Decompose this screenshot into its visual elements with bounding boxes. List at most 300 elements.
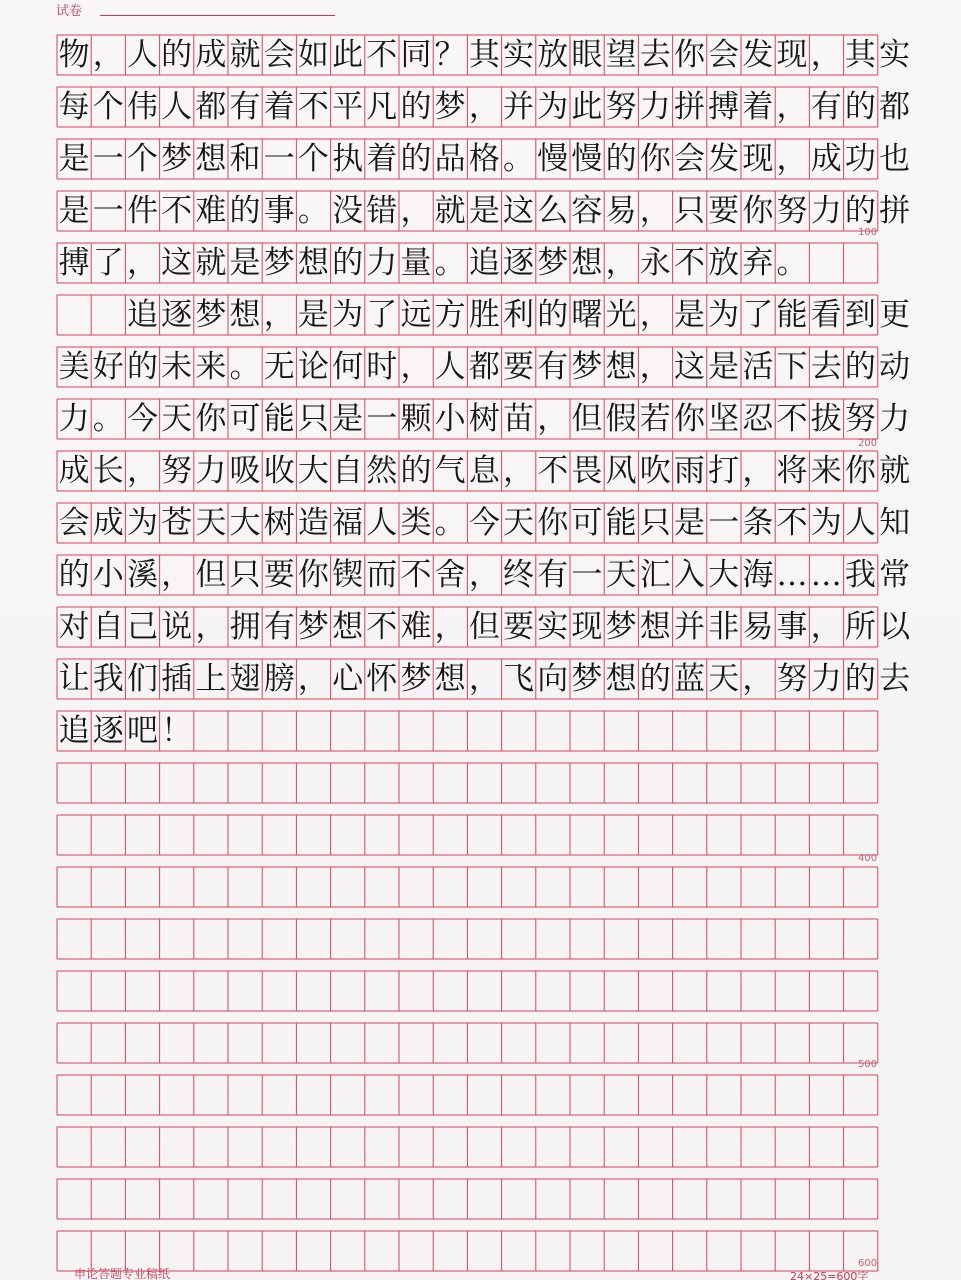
essay-char: ， <box>468 89 500 125</box>
essay-char: 这 <box>503 193 535 229</box>
header-label: 试卷 <box>56 4 83 19</box>
essay-char: 伟 <box>126 89 158 125</box>
essay-char: 大 <box>297 453 329 489</box>
essay-char: 是 <box>229 245 261 281</box>
essay-char: 我 <box>844 557 876 593</box>
essay-char: 不 <box>297 89 329 125</box>
essay-char: 不 <box>776 505 808 541</box>
essay-char: 个 <box>126 141 158 177</box>
essay-char: 成 <box>195 37 227 73</box>
essay-char: 努 <box>776 193 808 229</box>
essay-char: 吸 <box>229 453 261 489</box>
essay-char: 是 <box>673 297 705 333</box>
essay-char: 福 <box>332 505 364 541</box>
essay-char: 难 <box>400 609 432 645</box>
essay-char: 不 <box>400 557 432 593</box>
essay-char: 而 <box>366 557 398 593</box>
essay-char: 长 <box>92 453 124 489</box>
essay-char: 和 <box>229 141 261 177</box>
essay-char: ， <box>126 453 158 489</box>
essay-char: 的 <box>844 89 876 125</box>
essay-char: 努 <box>161 453 193 489</box>
essay-char: 事 <box>776 609 808 645</box>
essay-char: 也 <box>879 141 911 177</box>
essay-char: 好 <box>92 349 124 385</box>
essay-char: 为 <box>537 89 569 125</box>
essay-char: 实 <box>537 609 569 645</box>
essay-char: ， <box>742 453 774 489</box>
essay-char: 去 <box>810 349 842 385</box>
essay-char: 想 <box>434 661 466 697</box>
essay-char: 为 <box>810 505 842 541</box>
essay-char: 想 <box>195 141 227 177</box>
essay-char: 现 <box>742 141 774 177</box>
essay-char: 并 <box>673 609 705 645</box>
essay-char: 下 <box>776 349 808 385</box>
essay-char: 成 <box>92 505 124 541</box>
essay-char: 动 <box>879 349 911 385</box>
essay-char: 的 <box>844 349 876 385</box>
essay-char: 你 <box>673 401 705 437</box>
footer-page-spec: 24×25=600字 <box>790 1270 869 1280</box>
word-count-mark-200: 200 <box>858 438 878 449</box>
essay-char: 但 <box>195 557 227 593</box>
essay-char: 望 <box>605 37 637 73</box>
essay-char: 的 <box>605 141 637 177</box>
essay-char: 努 <box>844 401 876 437</box>
essay-char: 人 <box>366 505 398 541</box>
essay-char: 条 <box>742 505 774 541</box>
essay-char: 。 <box>434 245 466 281</box>
essay-char: 未 <box>161 349 193 385</box>
essay-char: 的 <box>639 661 671 697</box>
essay-char: 说 <box>161 609 193 645</box>
essay-char: 你 <box>844 453 876 489</box>
essay-char: 只 <box>673 193 705 229</box>
essay-char: 以 <box>879 609 911 645</box>
word-count-mark-600: 600 <box>858 1258 878 1269</box>
essay-char: 为 <box>708 297 740 333</box>
essay-char: 想 <box>605 661 637 697</box>
essay-char: 汇 <box>639 557 671 593</box>
essay-char: 的 <box>400 141 432 177</box>
essay-char: 想 <box>571 245 603 281</box>
essay-char: 苗 <box>503 401 535 437</box>
essay-char: 要 <box>708 193 740 229</box>
essay-char: 执 <box>332 141 364 177</box>
essay-char: ， <box>92 37 124 73</box>
essay-char: 你 <box>297 557 329 593</box>
essay-char: 大 <box>229 505 261 541</box>
essay-char: 向 <box>537 661 569 697</box>
essay-char: 吧 <box>126 713 158 749</box>
essay-char: ， <box>639 193 671 229</box>
essay-char: 人 <box>161 89 193 125</box>
essay-char: 力 <box>879 401 911 437</box>
essay-char: 人 <box>844 505 876 541</box>
essay-char: 一 <box>92 141 124 177</box>
essay-char: ， <box>400 349 432 385</box>
essay-line-3 <box>57 139 912 179</box>
essay-char: 这 <box>673 349 705 385</box>
essay-char: 有 <box>810 89 842 125</box>
essay-char: 人 <box>434 349 466 385</box>
essay-char: 一 <box>263 141 295 177</box>
essay-char: 会 <box>673 141 705 177</box>
essay-char: 远 <box>400 297 432 333</box>
essay-char: ， <box>776 89 808 125</box>
essay-char: 凡 <box>366 89 398 125</box>
essay-char: 自 <box>92 609 124 645</box>
essay-char: 不 <box>537 453 569 489</box>
essay-char: 息 <box>468 453 500 489</box>
essay-line-2 <box>57 87 912 127</box>
essay-char: 梦 <box>571 349 603 385</box>
essay-char: 插 <box>161 661 193 697</box>
essay-char: ！ <box>161 713 193 749</box>
essay-char: 逐 <box>92 713 124 749</box>
essay-char: ， <box>468 661 500 697</box>
essay-char: 就 <box>434 193 466 229</box>
essay-line-11 <box>57 555 912 595</box>
essay-char: 力 <box>810 661 842 697</box>
essay-char: 树 <box>468 401 500 437</box>
essay-char: 品 <box>434 141 466 177</box>
essay-char: 错 <box>366 193 398 229</box>
essay-char: 膀 <box>263 661 295 697</box>
essay-char: ， <box>537 401 569 437</box>
essay-char: 天 <box>195 505 227 541</box>
essay-line-1 <box>57 35 912 75</box>
essay-char: 无 <box>263 349 295 385</box>
essay-char: 为 <box>332 297 364 333</box>
essay-char: 是 <box>297 297 329 333</box>
essay-char: 慢 <box>571 141 603 177</box>
essay-char: 有 <box>537 349 569 385</box>
essay-char: 就 <box>879 453 911 489</box>
essay-char: 只 <box>639 505 671 541</box>
essay-line-7 <box>57 347 912 387</box>
essay-char: ， <box>639 349 671 385</box>
essay-char: 都 <box>879 89 911 125</box>
essay-char: 。 <box>503 141 535 177</box>
essay-char: 是 <box>58 193 90 229</box>
essay-char: 何 <box>332 349 364 385</box>
essay-char: 想 <box>605 349 637 385</box>
essay-char: 你 <box>639 141 671 177</box>
essay-char: 一 <box>571 557 603 593</box>
essay-char: 天 <box>503 505 535 541</box>
essay-char: 去 <box>879 661 911 697</box>
essay-char: 着 <box>366 141 398 177</box>
essay-char: 。 <box>297 193 329 229</box>
essay-char: 你 <box>742 193 774 229</box>
essay-char: 对 <box>58 609 90 645</box>
essay-char: 并 <box>503 89 535 125</box>
essay-char: 不 <box>776 401 808 437</box>
essay-char: 但 <box>571 401 603 437</box>
essay-char: 平 <box>332 89 364 125</box>
essay-char: 的 <box>161 37 193 73</box>
essay-char: 梦 <box>263 245 295 281</box>
essay-char: 追 <box>126 297 158 333</box>
essay-char: 都 <box>468 349 500 385</box>
essay-char: ， <box>434 609 466 645</box>
essay-char: 没 <box>332 193 364 229</box>
essay-char: 逐 <box>161 297 193 333</box>
essay-char: 的 <box>58 557 90 593</box>
essay-char: 气 <box>434 453 466 489</box>
essay-char: 力 <box>195 453 227 489</box>
essay-char: 追 <box>58 713 90 749</box>
essay-char: 搏 <box>58 245 90 281</box>
essay-char: 可 <box>229 401 261 437</box>
essay-char: ， <box>400 193 432 229</box>
essay-char: 收 <box>263 453 295 489</box>
essay-char: 。 <box>229 349 261 385</box>
essay-char: 。 <box>434 505 466 541</box>
essay-char: 己 <box>126 609 158 645</box>
essay-char: ， <box>810 609 842 645</box>
essay-char <box>57 295 91 335</box>
essay-char: 今 <box>126 401 158 437</box>
essay-char: 容 <box>571 193 603 229</box>
essay-char: 不 <box>161 193 193 229</box>
essay-char: 更 <box>879 297 911 333</box>
essay-char: 是 <box>673 505 705 541</box>
essay-char: 力 <box>366 245 398 281</box>
essay-char: 看 <box>810 297 842 333</box>
essay-char: 心 <box>332 661 364 697</box>
essay-char: ， <box>810 37 842 73</box>
essay-char: 想 <box>229 297 261 333</box>
essay-char: ， <box>126 245 158 281</box>
essay-char: 。 <box>776 245 808 281</box>
essay-char: 慢 <box>537 141 569 177</box>
essay-char: 梦 <box>605 609 637 645</box>
header-rule <box>100 15 335 16</box>
essay-char: 一 <box>708 505 740 541</box>
essay-char: 活 <box>742 349 774 385</box>
essay-char: 拥 <box>229 609 261 645</box>
essay-line-4 <box>57 191 912 231</box>
essay-char: 们 <box>126 661 158 697</box>
essay-char: 量 <box>400 245 432 281</box>
essay-char: 成 <box>810 141 842 177</box>
essay-line-12 <box>57 607 912 647</box>
essay-char: 不 <box>673 245 705 281</box>
essay-char: 逐 <box>503 245 535 281</box>
essay-char: 都 <box>195 89 227 125</box>
essay-char <box>91 295 125 335</box>
essay-char: 发 <box>742 37 774 73</box>
essay-char: 有 <box>263 609 295 645</box>
essay-char: ， <box>776 141 808 177</box>
essay-char: 努 <box>605 89 637 125</box>
essay-char: … <box>776 557 808 593</box>
essay-char: 想 <box>639 609 671 645</box>
essay-char: ， <box>503 453 535 489</box>
word-count-mark-400: 400 <box>858 853 878 864</box>
essay-char: 就 <box>195 245 227 281</box>
essay-char: 畏 <box>571 453 603 489</box>
essay-char: 功 <box>844 141 876 177</box>
essay-char: 会 <box>708 37 740 73</box>
essay-char: 颗 <box>400 401 432 437</box>
essay-char: 天 <box>708 661 740 697</box>
essay-char: 永 <box>639 245 671 281</box>
essay-char: 现 <box>776 37 808 73</box>
essay-char: 事 <box>263 193 295 229</box>
essay-char: 有 <box>229 89 261 125</box>
essay-char: 为 <box>126 505 158 541</box>
essay-char: 小 <box>92 557 124 593</box>
essay-char: 了 <box>742 297 774 333</box>
essay-char: 非 <box>708 609 740 645</box>
essay-char: 飞 <box>503 661 535 697</box>
essay-char: 打 <box>708 453 740 489</box>
essay-char: 放 <box>708 245 740 281</box>
essay-char: 人 <box>126 37 158 73</box>
essay-char: 可 <box>571 505 603 541</box>
essay-char: 造 <box>297 505 329 541</box>
essay-char: 一 <box>92 193 124 229</box>
essay-char: ， <box>605 245 637 281</box>
essay-char: 然 <box>366 453 398 489</box>
essay-char: 有 <box>537 557 569 593</box>
essay-char: 海 <box>742 557 774 593</box>
essay-char: 蓝 <box>673 661 705 697</box>
essay-char: 着 <box>263 89 295 125</box>
footer-label: 申论答题专业稿纸 <box>74 1267 171 1280</box>
essay-char: 要 <box>503 349 535 385</box>
essay-char: 拔 <box>810 401 842 437</box>
essay-char: 苍 <box>161 505 193 541</box>
essay-char: 力 <box>58 401 90 437</box>
essay-char: 假 <box>605 401 637 437</box>
essay-char: 每 <box>58 89 90 125</box>
word-count-mark-100: 100 <box>858 227 878 238</box>
essay-char: 其 <box>844 37 876 73</box>
essay-char: 你 <box>673 37 705 73</box>
essay-char: 锲 <box>332 557 364 593</box>
essay-char: 如 <box>297 37 329 73</box>
essay-char: 要 <box>503 609 535 645</box>
essay-char: 所 <box>844 609 876 645</box>
essay-char: 就 <box>229 37 261 73</box>
essay-char: 吹 <box>639 453 671 489</box>
essay-char: 你 <box>537 505 569 541</box>
essay-char: ？ <box>434 37 466 73</box>
essay-char: 实 <box>503 37 535 73</box>
essay-char: 怀 <box>366 661 398 697</box>
essay-char: 的 <box>400 89 432 125</box>
essay-char: 会 <box>263 37 295 73</box>
essay-char: 的 <box>400 453 432 489</box>
essay-char: 翅 <box>229 661 261 697</box>
essay-char: 件 <box>126 193 158 229</box>
essay-line-9 <box>57 451 912 491</box>
essay-char: 想 <box>332 609 364 645</box>
essay-char: 个 <box>297 141 329 177</box>
essay-char: … <box>810 557 842 593</box>
essay-char: 同 <box>400 37 432 73</box>
essay-char: 物 <box>58 37 90 73</box>
essay-char: 时 <box>366 349 398 385</box>
essay-char: ， <box>161 557 193 593</box>
essay-char: 其 <box>468 37 500 73</box>
essay-char: 能 <box>263 401 295 437</box>
essay-char: 利 <box>503 297 535 333</box>
essay-char: 舍 <box>434 557 466 593</box>
essay-char: 方 <box>434 297 466 333</box>
essay-char: 今 <box>468 505 500 541</box>
essay-char: 能 <box>776 297 808 333</box>
essay-char: 自 <box>332 453 364 489</box>
essay-char: 此 <box>332 37 364 73</box>
essay-char: 的 <box>229 193 261 229</box>
essay-char: 现 <box>571 609 603 645</box>
essay-char: 拼 <box>673 89 705 125</box>
essay-char: 只 <box>229 557 261 593</box>
essay-char: 格 <box>468 141 500 177</box>
essay-char: 光 <box>605 297 637 333</box>
essay-char: 要 <box>263 557 295 593</box>
essay-char: 曙 <box>571 297 603 333</box>
essay-char: ， <box>468 557 500 593</box>
essay-char: 天 <box>605 557 637 593</box>
essay-char: 去 <box>639 37 671 73</box>
essay-char: 论 <box>297 349 329 385</box>
essay-char: 成 <box>58 453 90 489</box>
essay-char: 风 <box>605 453 637 489</box>
essay-char: 梦 <box>297 609 329 645</box>
essay-char: 个 <box>92 89 124 125</box>
essay-char: 易 <box>742 609 774 645</box>
essay-char: 美 <box>58 349 90 385</box>
essay-char: 是 <box>468 193 500 229</box>
essay-char: 此 <box>571 89 603 125</box>
essay-char: 放 <box>537 37 569 73</box>
essay-char: 雨 <box>673 453 705 489</box>
essay-char: 将 <box>776 453 808 489</box>
essay-char: 力 <box>639 89 671 125</box>
essay-char: 易 <box>605 193 637 229</box>
essay-char: 树 <box>263 505 295 541</box>
essay-line-13 <box>57 659 912 699</box>
essay-char: 若 <box>639 401 671 437</box>
essay-char: 的 <box>844 661 876 697</box>
essay-char: 常 <box>879 557 911 593</box>
essay-char: 弃 <box>742 245 774 281</box>
essay-char: 力 <box>810 193 842 229</box>
essay-char: 上 <box>195 661 227 697</box>
essay-char: 是 <box>708 349 740 385</box>
word-count-mark-500: 500 <box>858 1059 878 1070</box>
essay-char: 了 <box>92 245 124 281</box>
essay-char: 梦 <box>571 661 603 697</box>
essay-char: 着 <box>742 89 774 125</box>
essay-char: 梦 <box>434 89 466 125</box>
essay-char: 只 <box>297 401 329 437</box>
essay-char: 是 <box>332 401 364 437</box>
essay-char: 拼 <box>879 193 911 229</box>
essay-char: 搏 <box>708 89 740 125</box>
essay-char: 能 <box>605 505 637 541</box>
essay-char: 知 <box>879 505 911 541</box>
essay-char: 是 <box>58 141 90 177</box>
essay-char: 。 <box>92 401 124 437</box>
